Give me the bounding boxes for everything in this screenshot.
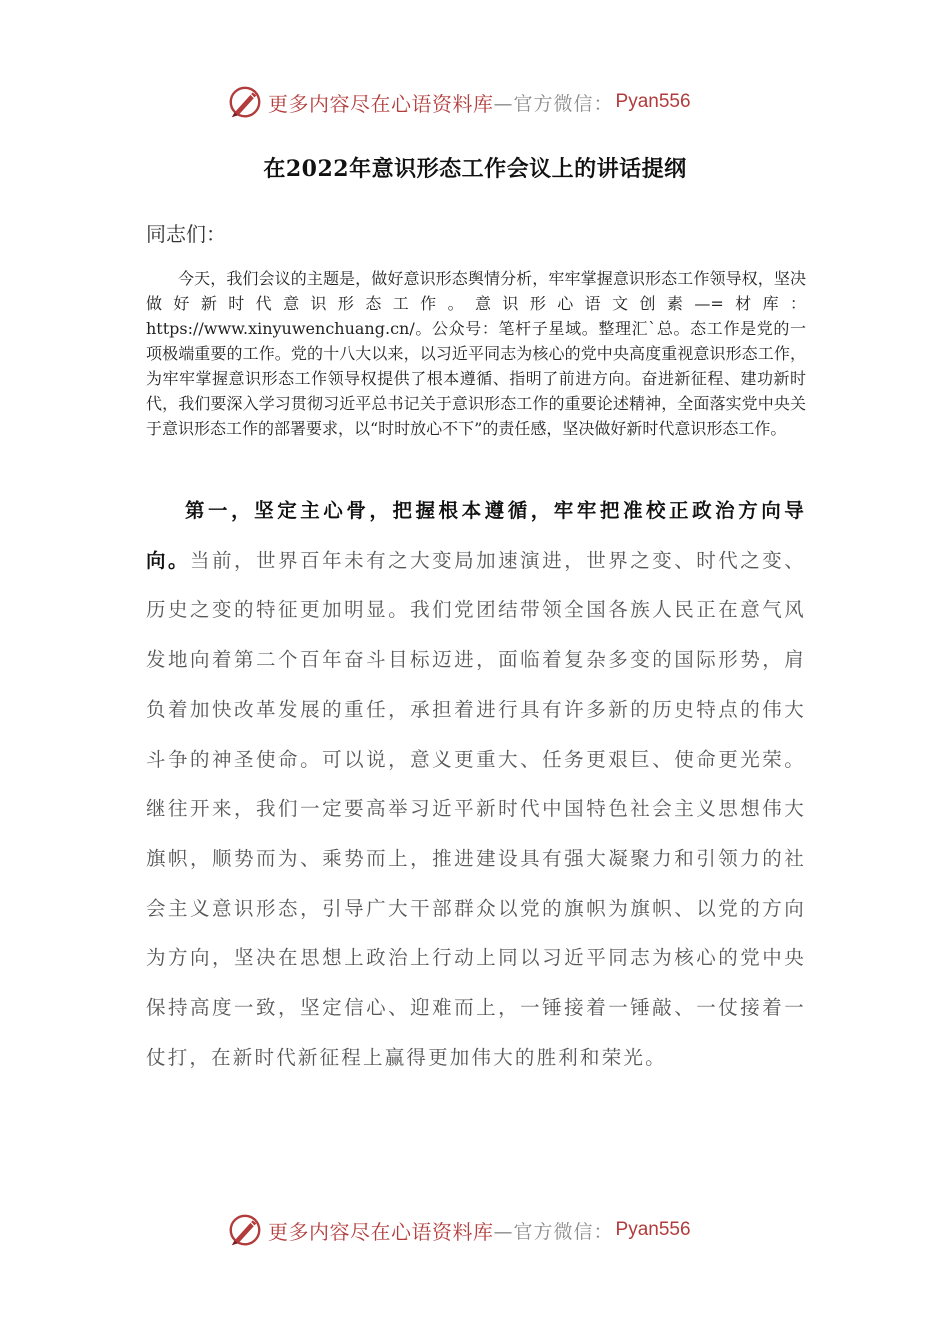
banner-sub-text: —官方微信： (493, 1220, 614, 1243)
pen-logo-icon (226, 1211, 264, 1249)
banner-main-text: 更多内容尽在心语资料库 (268, 91, 494, 116)
banner-sub-text: —官方微信： (493, 92, 614, 115)
document-title: 在2022年意识形态工作会议上的讲话提纲 (263, 156, 687, 182)
pen-logo-icon (226, 83, 264, 121)
intro-paragraph: 今天，我们会议的主题是，做好意识形态舆情分析，牢牢掌握意识形态工作领导权，坚决做好新时代意识形态工作。意识形心语文创素—=材库：https://www.xinyuwenchuang.cn/。公众号：笔杆子星域。整理汇`总。态工作是党的一项极端重要的工作。党的十八大以来，以习近平同志为核心的党中央高度重视意识形态工作，为牢牢掌握意识形态工作领导权提供了根本遵循、指明了前进方向。奋进新征程、建功新时代，我们要深入学习贯彻习近平总书记关于意识形态工作的重要论述精神，全面落实党中央关于意识形态工作的部署要求，以“时时放心不下”的责任感，坚决做好新时代意识形态工作。 (146, 269, 806, 438)
footer-banner (0, 1208, 950, 1252)
section-one-paragraph (146, 486, 806, 1082)
salutation: 同志们： (146, 222, 226, 246)
header-banner (0, 80, 950, 124)
banner-wechat-id: Pyan556 (615, 1219, 691, 1240)
section-one-body: 当前，世界百年未有之大变局加速演进，世界之变、时代之变、历史之变的特征更加明显。我们党团结带领全国各族人民正在意气风发地向着第二个百年奋斗目标迈进，面临着复杂多变的国际形势，肩负着加快改革发展的重任，承担着进行具有许多新的历史特点的伟大斗争的神圣使命。可以说，意义更重大、任务更艰巨、使命更光荣。继往开来，我们一定要高举习近平新时代中国特色社会主义思想伟大旗帜，顺势而为、乘势而上，推进建设具有强大凝聚力和引领力的社会主义意识形态，引导广大干部群众以党的旗帜为旗帜、以党的方向为方向，坚决在思想上政治上行动上同以习近平同志为核心的党中央保持高度一致，坚定信心、迎难而上，一锤接着一锤敲、一仗接着一仗打，在新时代新征程上赢得更加伟大的胜利和荣光。 (146, 548, 806, 1069)
banner-main-text: 更多内容尽在心语资料库 (268, 1219, 494, 1244)
banner-wechat-id: Pyan556 (615, 91, 691, 112)
section-one-heading: 第一，坚定主心骨，把握根本遵循，牢牢把准校正政治方向导向。 (146, 499, 806, 572)
